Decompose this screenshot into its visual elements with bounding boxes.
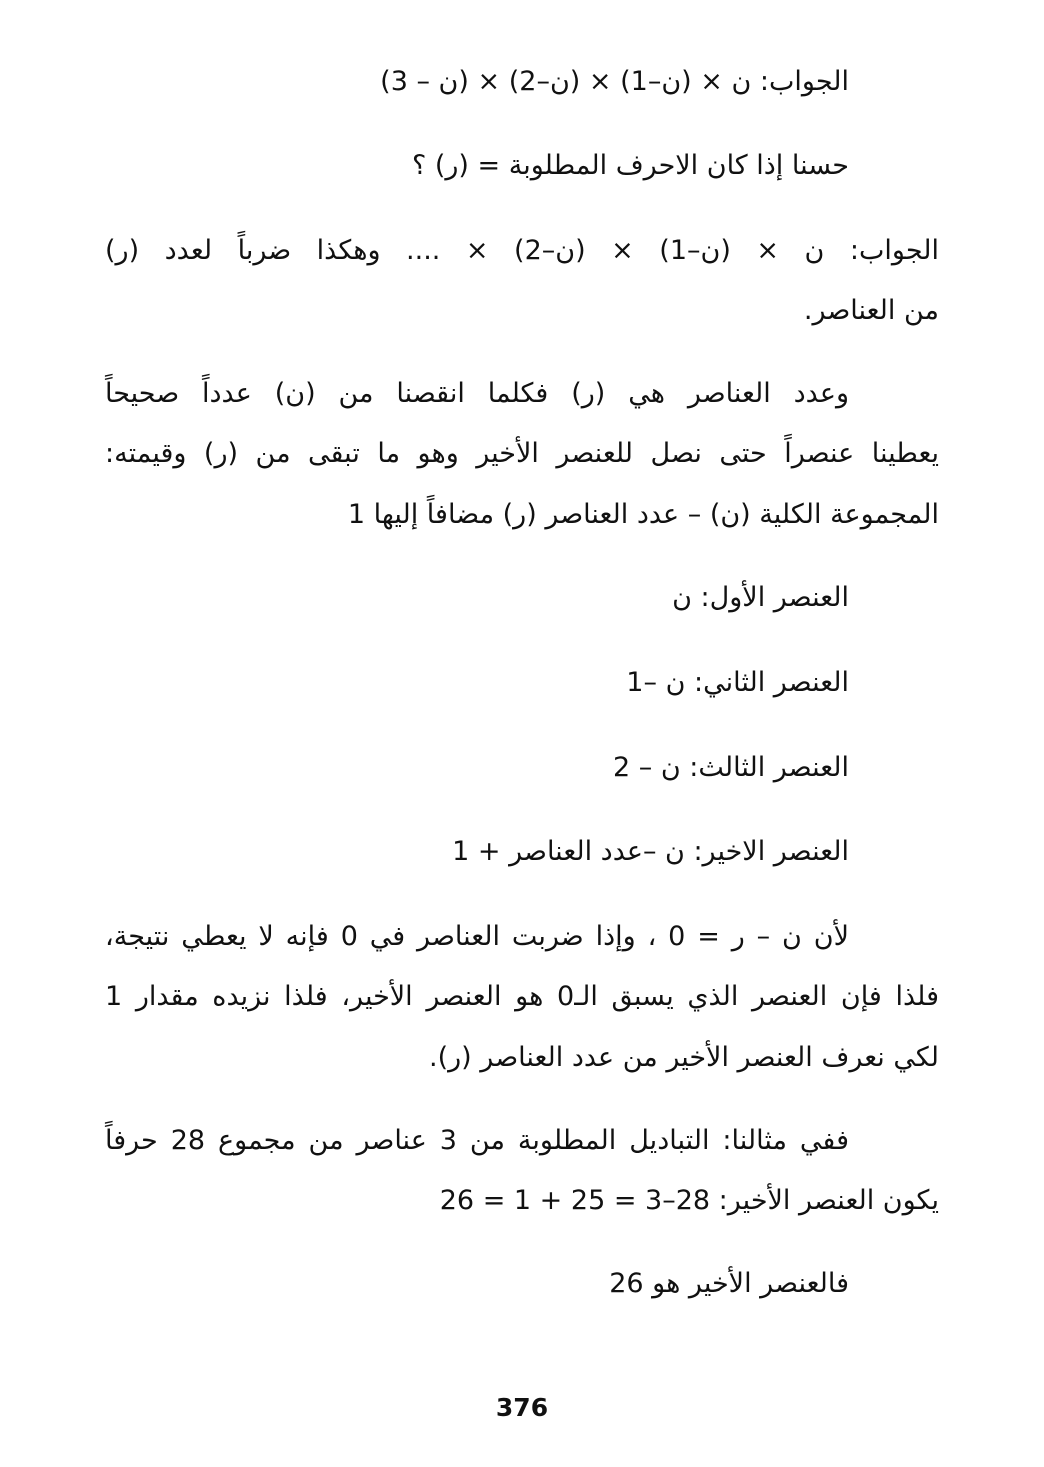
paragraph-1-line-2: يعطينا عنصراً حتى نصل للعنصر الأخير وهو ما تبقى من (ر) وقيمته: — [105, 438, 939, 469]
answer-line-2: الجواب: ن × (ن–1) × (ن–2) × .... وهكذا ضرباً لعدد (ر) — [105, 235, 940, 266]
example-line-2: يكون العنصر الأخير: 28–3 = 25 + 1 = 26 — [439, 1185, 939, 1216]
answer-line-2-cont: من العناصر. — [803, 295, 939, 326]
paragraph-1-line-3: المجموعة الكلية (ن) – عدد العناصر (ر) مضافاً إليها 1 — [347, 499, 939, 530]
paragraph-2-line-2: فلذا فإن العنصر الذي يسبق الـ0 هو العنصر الأخير، فلذا نزيده مقدار 1 — [105, 981, 939, 1012]
page-number: 376 — [495, 1393, 549, 1422]
paragraph-2-line-3: لكي نعرف العنصر الأخير من عدد العناصر (ر). — [429, 1042, 939, 1073]
conclusion-line: فالعنصر الأخير هو 26 — [609, 1268, 849, 1299]
element-third: العنصر الثالث: ن – 2 — [613, 752, 849, 783]
paragraph-1-line-1: وعدد العناصر هي (ر) فكلما انقصنا من (ن) عدداً صحيحاً — [105, 378, 849, 409]
element-last: العنصر الاخير: ن –عدد العناصر + 1 — [452, 836, 849, 867]
answer-line-1: الجواب: ن × (ن–1) × (ن–2) × (ن – 3) — [380, 66, 849, 97]
element-second: العنصر الثاني: ن –1 — [626, 667, 849, 698]
element-first: العنصر الأول: ن — [672, 582, 849, 613]
question-line: حسنا إذا كان الاحرف المطلوبة = (ر) ؟ — [411, 150, 849, 181]
paragraph-2-line-1: لأن ن – ر = 0 ، وإذا ضربت العناصر في 0 فإنه لا يعطي نتيجة، — [105, 921, 849, 952]
example-line-1: ففي مثالنا: التباديل المطلوبة من 3 عناصر من مجموع 28 حرفاً — [105, 1125, 849, 1156]
